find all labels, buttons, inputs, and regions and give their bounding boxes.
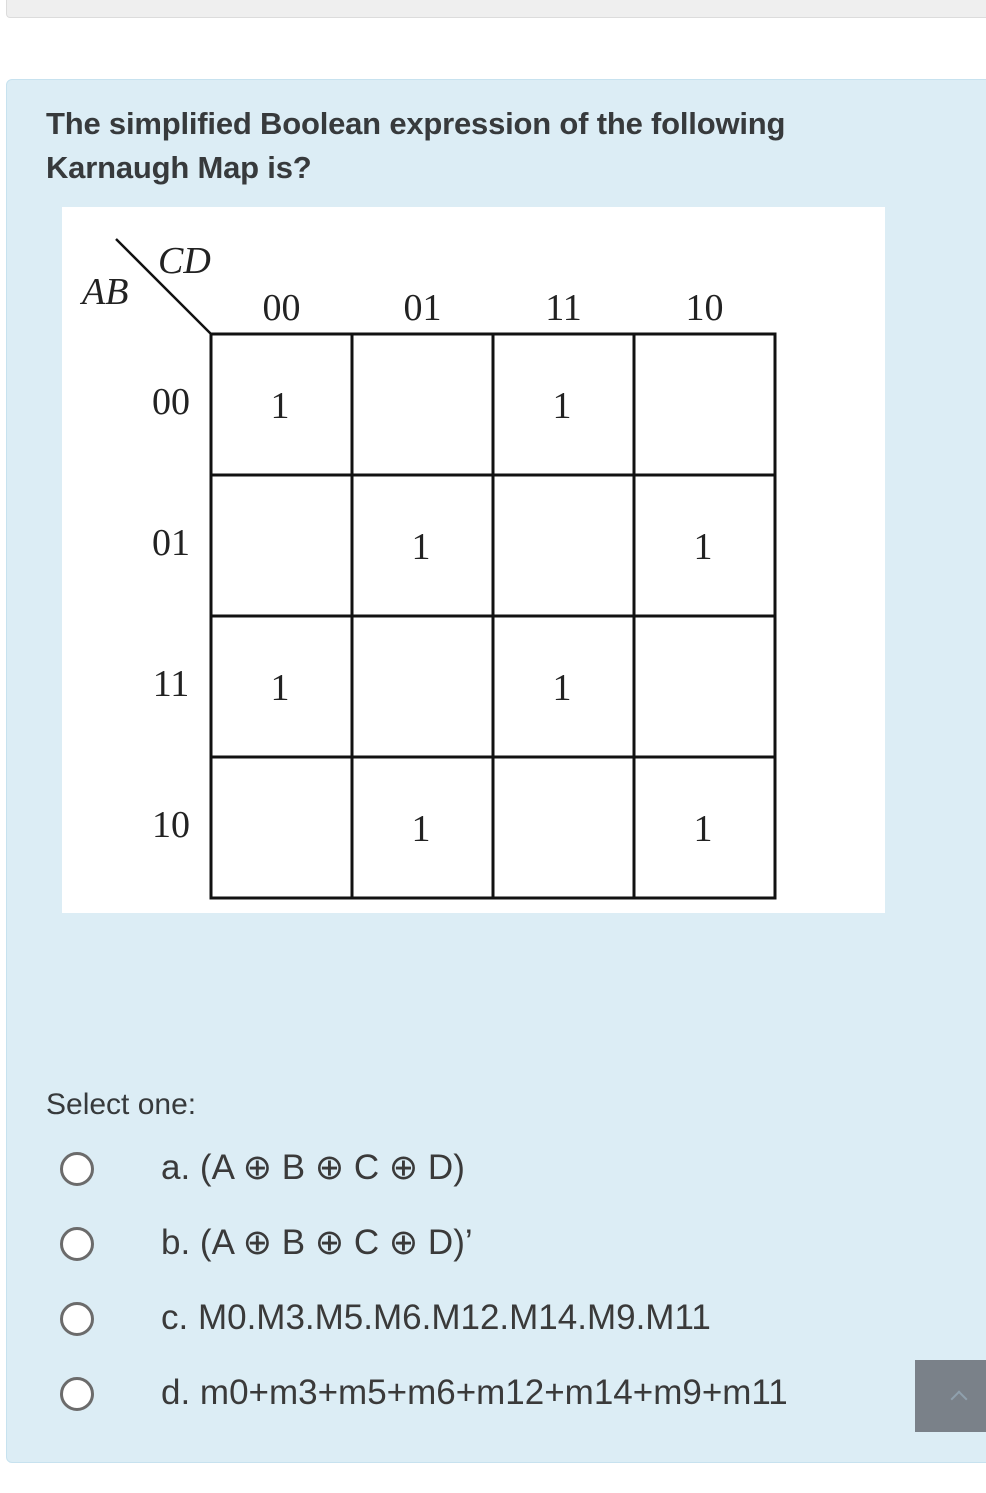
kmap-cell-border: [493, 757, 634, 898]
kmap-cell-border: [352, 334, 493, 475]
kmap-col-header: 01: [403, 287, 442, 329]
kmap-cell-border: [634, 616, 775, 757]
kmap-cell-border: [493, 475, 634, 616]
kmap-col-header: 10: [685, 287, 724, 329]
kmap-col-variable: CD: [158, 240, 211, 282]
kmap-cell-border: [211, 757, 352, 898]
option-d[interactable]: [58, 1367, 908, 1427]
kmap-row-header: 11: [152, 663, 190, 705]
kmap-cell-value: 1: [270, 385, 290, 427]
question-text: The simplified Boolean expression of the following Karnaugh Map is?: [46, 106, 786, 185]
radio-option-a[interactable]: [60, 1152, 94, 1186]
kmap-row-header: 10: [152, 804, 190, 846]
kmap-row-header: 01: [152, 522, 190, 564]
radio-option-c[interactable]: [60, 1302, 94, 1336]
kmap-row-header: 00: [152, 381, 190, 423]
kmap-cell-value: 1: [693, 808, 713, 850]
kmap-cell-value: 1: [411, 526, 431, 568]
select-one-label: Select one:: [46, 1088, 197, 1121]
option-c-label[interactable]: c. M0.M3.M5.M6.M12.M14.M9.M11: [161, 1298, 711, 1337]
option-b[interactable]: [58, 1217, 908, 1277]
kmap-cell-value: 1: [693, 526, 713, 568]
radio-option-d[interactable]: [60, 1377, 94, 1411]
chevron-up-icon: [951, 1391, 968, 1408]
kmap-row-variable: AB: [82, 271, 129, 313]
kmap-cell-border: [634, 334, 775, 475]
option-a-label[interactable]: a. (A ⊕ B ⊕ C ⊕ D): [161, 1148, 465, 1187]
back-to-top-button[interactable]: [915, 1360, 986, 1432]
karnaugh-map-figure: [62, 207, 885, 913]
option-c[interactable]: [58, 1292, 908, 1352]
kmap-cell-value: 1: [270, 667, 290, 709]
option-a[interactable]: [58, 1142, 908, 1202]
kmap-cell-value: 1: [552, 385, 572, 427]
kmap-cell-border: [352, 616, 493, 757]
radio-option-b[interactable]: [60, 1227, 94, 1261]
kmap-col-header: 00: [262, 287, 301, 329]
kmap-cell-value: 1: [411, 808, 431, 850]
option-b-label[interactable]: b. (A ⊕ B ⊕ C ⊕ D)’: [161, 1223, 473, 1262]
previous-card-edge: [6, 0, 986, 18]
karnaugh-map: [62, 207, 885, 913]
option-d-label[interactable]: d. m0+m3+m5+m6+m12+m14+m9+m11: [161, 1373, 788, 1412]
kmap-cell-border: [211, 475, 352, 616]
kmap-col-header: 11: [545, 287, 582, 329]
kmap-cell-value: 1: [552, 667, 572, 709]
